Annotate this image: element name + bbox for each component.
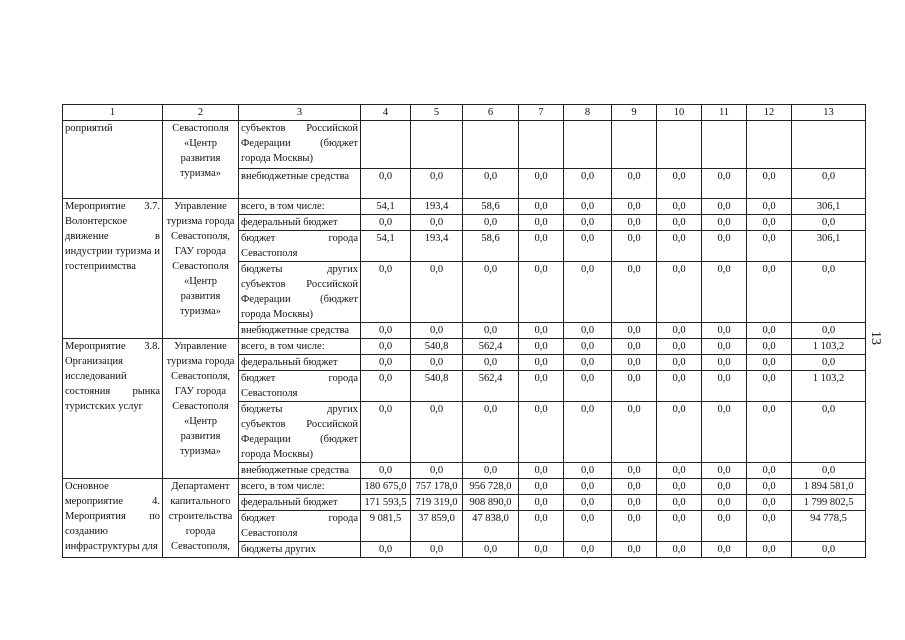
value-cell: 0,0 (702, 169, 747, 199)
value-cell: 0,0 (747, 402, 792, 463)
value-cell: 0,0 (564, 262, 612, 323)
value-cell: 0,0 (564, 215, 612, 231)
value-cell: 562,4 (463, 371, 519, 402)
value-cell: 0,0 (361, 215, 411, 231)
value-cell: 0,0 (612, 339, 657, 355)
value-cell: 0,0 (702, 463, 747, 479)
value-cell: 0,0 (463, 215, 519, 231)
value-cell: 0,0 (702, 542, 747, 558)
value-cell: 0,0 (564, 402, 612, 463)
value-cell: 0,0 (657, 355, 702, 371)
funding-source: всего, в том числе: (239, 339, 361, 355)
column-header: 12 (747, 105, 792, 121)
value-cell: 0,0 (612, 169, 657, 199)
column-header: 11 (702, 105, 747, 121)
value-cell: 0,0 (792, 463, 866, 479)
value-cell (612, 121, 657, 169)
value-cell: 0,0 (564, 479, 612, 495)
table-row (63, 121, 866, 169)
value-cell: 0,0 (612, 355, 657, 371)
value-cell: 0,0 (747, 355, 792, 371)
measure-name: роприятий (63, 121, 163, 199)
value-cell: 757 178,0 (411, 479, 463, 495)
value-cell: 94 778,5 (792, 511, 866, 542)
value-cell: 0,0 (361, 371, 411, 402)
value-cell: 0,0 (747, 215, 792, 231)
value-cell: 0,0 (361, 402, 411, 463)
executor: Управление туризма города Севастополя, ГАУ города Севастополя «Центр развития туризма» (163, 339, 239, 479)
value-cell: 0,0 (612, 231, 657, 262)
value-cell: 0,0 (361, 542, 411, 558)
value-cell: 1 103,2 (792, 371, 866, 402)
funding-source: всего, в том числе: (239, 479, 361, 495)
value-cell: 0,0 (411, 169, 463, 199)
value-cell: 0,0 (657, 169, 702, 199)
value-cell: 0,0 (612, 511, 657, 542)
value-cell: 0,0 (411, 215, 463, 231)
value-cell: 0,0 (564, 542, 612, 558)
value-cell (463, 121, 519, 169)
value-cell: 0,0 (519, 495, 564, 511)
column-header: 9 (612, 105, 657, 121)
value-cell: 0,0 (657, 371, 702, 402)
value-cell: 0,0 (519, 355, 564, 371)
value-cell: 0,0 (657, 479, 702, 495)
value-cell: 0,0 (411, 323, 463, 339)
value-cell: 0,0 (564, 463, 612, 479)
value-cell: 0,0 (657, 511, 702, 542)
value-cell (792, 121, 866, 169)
measure-name: Основное мероприятие 4. Мероприятия по созданию инфраструктуры для (63, 479, 163, 558)
value-cell: 0,0 (519, 402, 564, 463)
page-number: 13 (868, 331, 883, 345)
value-cell: 193,4 (411, 231, 463, 262)
funding-source: федеральный бюджет (239, 215, 361, 231)
value-cell (411, 121, 463, 169)
value-cell: 0,0 (792, 169, 866, 199)
value-cell: 0,0 (564, 323, 612, 339)
value-cell (564, 121, 612, 169)
funding-source: бюджет города Севастополя (239, 371, 361, 402)
column-header: 7 (519, 105, 564, 121)
value-cell: 0,0 (657, 542, 702, 558)
funding-source: бюджеты других субъектов Российской Федерации (бюджет города Москвы) (239, 402, 361, 463)
column-header: 10 (657, 105, 702, 121)
value-cell: 0,0 (747, 371, 792, 402)
measure-name: Мероприятие 3.7. Волонтерское движение в индустрии туризма и гостеприимства (63, 199, 163, 339)
value-cell (747, 121, 792, 169)
value-cell: 0,0 (519, 199, 564, 215)
value-cell: 0,0 (564, 495, 612, 511)
value-cell: 0,0 (411, 355, 463, 371)
value-cell: 0,0 (411, 463, 463, 479)
value-cell: 0,0 (612, 402, 657, 463)
value-cell: 0,0 (657, 199, 702, 215)
value-cell: 0,0 (411, 402, 463, 463)
header-row (63, 105, 866, 121)
value-cell: 0,0 (747, 262, 792, 323)
value-cell: 0,0 (463, 463, 519, 479)
value-cell: 0,0 (792, 262, 866, 323)
value-cell: 171 593,5 (361, 495, 411, 511)
executor: Департамент капитального строительства города Севастополя, (163, 479, 239, 558)
value-cell: 0,0 (564, 199, 612, 215)
value-cell: 0,0 (361, 355, 411, 371)
funding-source: всего, в том числе: (239, 199, 361, 215)
value-cell: 0,0 (702, 511, 747, 542)
value-cell: 0,0 (361, 339, 411, 355)
value-cell: 0,0 (519, 231, 564, 262)
value-cell: 54,1 (361, 199, 411, 215)
funding-source: субъектов Российской Федерации (бюджет города Москвы) (239, 121, 361, 169)
value-cell: 0,0 (612, 542, 657, 558)
value-cell: 306,1 (792, 231, 866, 262)
value-cell: 0,0 (564, 511, 612, 542)
column-header: 5 (411, 105, 463, 121)
value-cell: 0,0 (792, 402, 866, 463)
value-cell: 0,0 (519, 323, 564, 339)
value-cell: 0,0 (702, 215, 747, 231)
value-cell: 0,0 (747, 339, 792, 355)
value-cell: 0,0 (792, 215, 866, 231)
value-cell: 0,0 (747, 463, 792, 479)
value-cell (702, 121, 747, 169)
value-cell: 0,0 (657, 231, 702, 262)
value-cell: 0,0 (361, 323, 411, 339)
table-row (63, 199, 866, 215)
value-cell: 1 103,2 (792, 339, 866, 355)
value-cell: 0,0 (657, 262, 702, 323)
value-cell: 0,0 (612, 323, 657, 339)
value-cell: 306,1 (792, 199, 866, 215)
value-cell: 719 319,0 (411, 495, 463, 511)
value-cell: 0,0 (564, 339, 612, 355)
funding-source: внебюджетные средства (239, 169, 361, 199)
value-cell: 0,0 (702, 371, 747, 402)
value-cell: 956 728,0 (463, 479, 519, 495)
value-cell: 0,0 (463, 402, 519, 463)
value-cell: 0,0 (747, 231, 792, 262)
value-cell: 47 838,0 (463, 511, 519, 542)
value-cell (657, 121, 702, 169)
value-cell: 0,0 (612, 371, 657, 402)
value-cell: 0,0 (702, 355, 747, 371)
value-cell: 0,0 (702, 479, 747, 495)
executor: Севастополя «Центр развития туризма» (163, 121, 239, 199)
value-cell: 0,0 (702, 262, 747, 323)
value-cell: 0,0 (702, 323, 747, 339)
column-header: 3 (239, 105, 361, 121)
value-cell: 0,0 (519, 463, 564, 479)
value-cell (361, 121, 411, 169)
value-cell: 0,0 (792, 355, 866, 371)
value-cell: 0,0 (702, 199, 747, 215)
value-cell: 0,0 (612, 262, 657, 323)
value-cell: 0,0 (657, 402, 702, 463)
value-cell: 0,0 (564, 355, 612, 371)
value-cell: 0,0 (612, 479, 657, 495)
budget-table (62, 104, 866, 558)
value-cell: 1 799 802,5 (792, 495, 866, 511)
value-cell: 0,0 (463, 169, 519, 199)
value-cell: 0,0 (612, 215, 657, 231)
column-header: 13 (792, 105, 866, 121)
value-cell: 0,0 (463, 262, 519, 323)
value-cell: 0,0 (564, 169, 612, 199)
funding-source: внебюджетные средства (239, 463, 361, 479)
value-cell: 193,4 (411, 199, 463, 215)
value-cell: 54,1 (361, 231, 411, 262)
value-cell: 0,0 (747, 169, 792, 199)
value-cell: 0,0 (411, 542, 463, 558)
funding-source: федеральный бюджет (239, 495, 361, 511)
value-cell: 0,0 (361, 169, 411, 199)
column-header: 8 (564, 105, 612, 121)
value-cell: 37 859,0 (411, 511, 463, 542)
value-cell: 0,0 (564, 371, 612, 402)
value-cell: 0,0 (792, 542, 866, 558)
value-cell: 0,0 (463, 323, 519, 339)
value-cell: 0,0 (519, 371, 564, 402)
value-cell: 0,0 (519, 262, 564, 323)
funding-source: бюджеты других субъектов Российской Федерации (бюджет города Москвы) (239, 262, 361, 323)
value-cell: 0,0 (519, 169, 564, 199)
value-cell: 0,0 (747, 511, 792, 542)
value-cell: 58,6 (463, 231, 519, 262)
value-cell: 0,0 (747, 542, 792, 558)
value-cell: 0,0 (612, 463, 657, 479)
funding-source: бюджет города Севастополя (239, 511, 361, 542)
value-cell: 0,0 (657, 495, 702, 511)
value-cell: 0,0 (612, 495, 657, 511)
funding-source: бюджеты других (239, 542, 361, 558)
value-cell: 0,0 (702, 339, 747, 355)
value-cell: 0,0 (564, 231, 612, 262)
value-cell: 0,0 (792, 323, 866, 339)
value-cell: 180 675,0 (361, 479, 411, 495)
value-cell: 0,0 (519, 511, 564, 542)
value-cell: 540,8 (411, 339, 463, 355)
value-cell: 0,0 (657, 463, 702, 479)
value-cell: 0,0 (702, 231, 747, 262)
value-cell: 9 081,5 (361, 511, 411, 542)
value-cell: 0,0 (519, 339, 564, 355)
value-cell: 1 894 581,0 (792, 479, 866, 495)
column-header: 4 (361, 105, 411, 121)
value-cell: 0,0 (463, 542, 519, 558)
table-row (63, 479, 866, 495)
value-cell: 0,0 (519, 215, 564, 231)
value-cell: 0,0 (519, 479, 564, 495)
table-row (63, 339, 866, 355)
value-cell: 0,0 (747, 199, 792, 215)
measure-name: Мероприятие 3.8. Организация исследований состояния рынка туристских услуг (63, 339, 163, 479)
value-cell: 0,0 (747, 495, 792, 511)
value-cell: 0,0 (361, 463, 411, 479)
value-cell: 0,0 (702, 495, 747, 511)
value-cell: 0,0 (747, 479, 792, 495)
value-cell (519, 121, 564, 169)
value-cell: 0,0 (463, 355, 519, 371)
value-cell: 0,0 (519, 542, 564, 558)
value-cell: 0,0 (747, 323, 792, 339)
value-cell: 540,8 (411, 371, 463, 402)
value-cell: 0,0 (657, 323, 702, 339)
value-cell: 0,0 (361, 262, 411, 323)
value-cell: 908 890,0 (463, 495, 519, 511)
funding-source: бюджет города Севастополя (239, 231, 361, 262)
column-header: 2 (163, 105, 239, 121)
column-header: 1 (63, 105, 163, 121)
value-cell: 0,0 (702, 402, 747, 463)
value-cell: 58,6 (463, 199, 519, 215)
funding-source: федеральный бюджет (239, 355, 361, 371)
value-cell: 0,0 (657, 215, 702, 231)
value-cell: 0,0 (411, 262, 463, 323)
column-header: 6 (463, 105, 519, 121)
value-cell: 0,0 (657, 339, 702, 355)
value-cell: 562,4 (463, 339, 519, 355)
value-cell: 0,0 (612, 199, 657, 215)
funding-source: внебюджетные средства (239, 323, 361, 339)
executor: Управление туризма города Севастополя, ГАУ города Севастополя «Центр развития туризма» (163, 199, 239, 339)
